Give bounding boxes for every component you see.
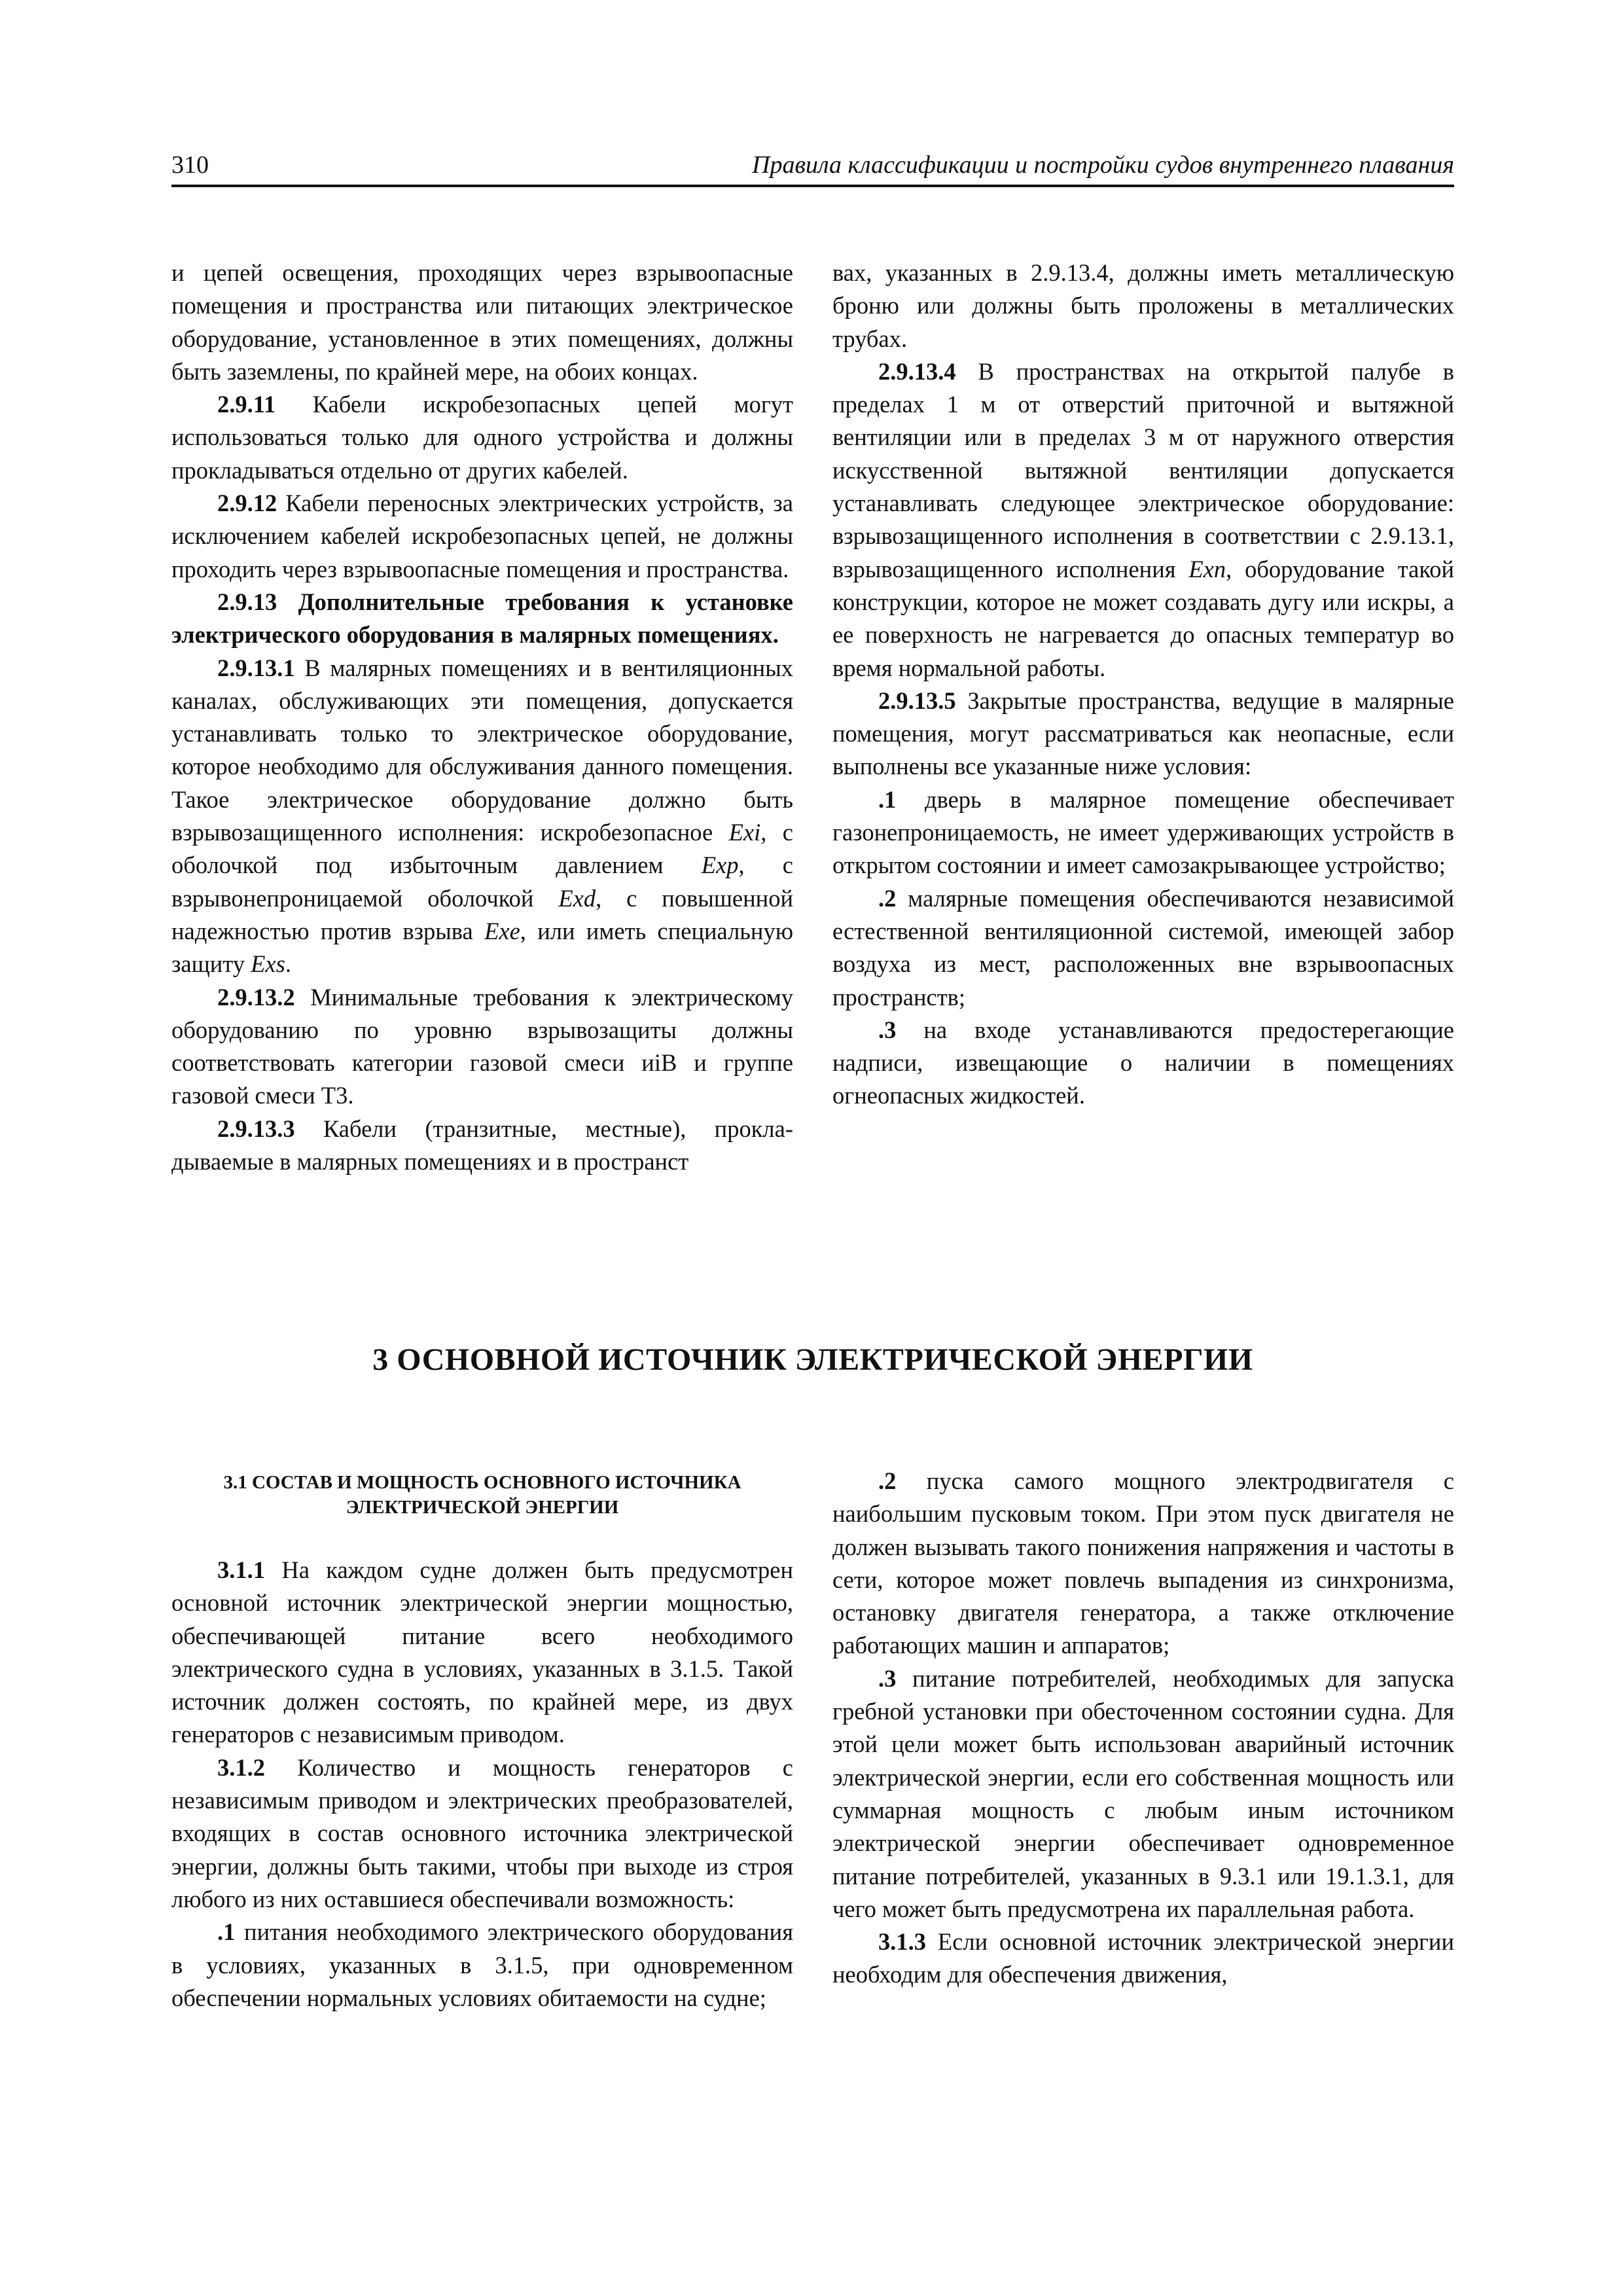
paragraph <box>171 981 793 1113</box>
clause-number: 2.9.13.4 <box>878 357 956 385</box>
text-run: питания необходимого электрического оборудования в условиях, указанных в 3.1.5, при одновременном обеспечении нормальных условиях обитаемости на судне; <box>171 1918 793 2011</box>
paragraph <box>832 685 1454 783</box>
italic-term: Exi <box>728 819 761 846</box>
paragraph <box>171 1916 793 2015</box>
clause-number: 2.9.13.5 <box>878 687 956 714</box>
italic-term: Exd <box>558 884 596 912</box>
text-run: , с взрывонепроницаемой оболочкой <box>171 852 793 912</box>
lower-left-column <box>171 1554 793 2015</box>
clause-number: .3 <box>878 1664 897 1692</box>
paragraph <box>171 487 793 586</box>
text-run: вах, указанных в 2.9.13.4, должны иметь металлическую броню или должны быть проложены в металлических трубах. <box>832 259 1454 352</box>
text-run: , или иметь специальную защиту <box>171 917 793 978</box>
paragraph <box>832 1662 1454 1926</box>
text-run: дверь в малярное помещение обеспечивает газонепроницаемость, не имеет удерживающих устройств в открытом состоянии и имеет самозакрывающее устройство; <box>832 785 1454 879</box>
clause-number: 3.1.2 <box>217 1753 265 1781</box>
clause-number: 3.1.1 <box>217 1556 265 1583</box>
text-run: , с оболочкой под избыточным давлением <box>171 819 793 879</box>
upper-left-column <box>171 257 793 1178</box>
paragraph <box>171 586 793 652</box>
clause-number: 2.9.11 <box>217 391 276 418</box>
clause-number: .3 <box>878 1016 897 1043</box>
clause-number: 2.9.13.1 <box>217 654 295 681</box>
page-number: 310 <box>171 151 209 179</box>
text-run: Закрытые пространства, ведущие в малярные помещения, могут рассматриваться как неопасные, если выполнены все указанные ниже условия: <box>832 687 1454 780</box>
text-run: на входе устанавливаются предостерегающие надписи, извещающие о наличии в помещениях огнеопасных жидкостей. <box>832 1016 1454 1109</box>
text-run: , оборудование такой конструкции, которое не может создавать дугу или искры, а ее поверхность не нагревается до опасных температур во время нормальной работы. <box>832 555 1454 681</box>
text-run: Если основной источник электрической энергии необходим для обеспечения движения, <box>832 1928 1454 1988</box>
chapter-title: 3 ОСНОВНОЙ ИСТОЧНИК ЭЛЕКТРИЧЕСКОЙ ЭНЕРГИИ <box>372 1342 1253 1377</box>
upper-right-column <box>832 257 1454 1113</box>
running-header <box>171 148 1454 187</box>
paragraph <box>171 388 793 487</box>
paragraph <box>832 1014 1454 1113</box>
text-run: В пространствах на открытой палубе в пределах 1 м от отверстий приточной и вытяжной вентиляции или в пределах 3 м от наружного отверстия искусственной вытяжной вентиляции допускается устанавливать следующее электрическое оборудование: взрывозащищенного исполнения в соответствии с 2.9.13.1, взрывозащищенного исполнения <box>832 357 1454 583</box>
text-run: , с повышенной надежностью против взрыва <box>171 884 793 944</box>
text-run: Кабели переносных электрических устройств, за исключением кабелей искробезопасных цепей, не должны проходить через взрывоопасные помещения и пространства. <box>171 490 793 583</box>
text-run: и цепей освещения, проходящих через взрывоопасные помещения и пространства или питающих электрическое оборудование, установленное в этих помещениях, должны быть заземлены, по крайней мере, на обоих концах. <box>171 259 793 385</box>
clause-number: 2.9.13.3 <box>217 1115 295 1142</box>
italic-term: Exs <box>251 950 285 978</box>
paragraph <box>171 1751 793 1916</box>
text-run: Минимальные требования к электрическому оборудованию по уровню взрывозащиты должны соответствовать категории газовой смеси иiB и группе газовой смеси Т3. <box>171 983 793 1109</box>
section-title-line-1: 3.1 СОСТАВ И МОЩНОСТЬ ОСНОВНОГО ИСТОЧНИКА <box>223 1472 741 1493</box>
text-run: На каждом судне должен быть предусмотрен основной источник электрической энергии мощностью, обеспечивающей питание всего необходимого электрического судна в условиях, указанных в 3.1.5. Такой источник должен состоять, по крайней мере, из двух генераторов с независимым приводом. <box>171 1556 793 1748</box>
clause-number: .1 <box>878 785 897 813</box>
italic-term: Exn <box>1188 555 1226 583</box>
paragraph <box>832 882 1454 1014</box>
lower-right-column <box>832 1465 1454 1992</box>
running-title: Правила классификации и постройки судов внутреннего плавания <box>752 151 1454 179</box>
clause-number: 2.9.13 Дополнительные требования к установке электрического оборудования в малярных помещениях. <box>171 588 793 649</box>
paragraph <box>832 257 1454 355</box>
clause-number: 2.9.13.2 <box>217 983 295 1011</box>
section-title <box>171 1470 793 1520</box>
text-run: Количество и мощность генераторов с независимым приводом и электрических преобразователей, входящих в состав основного источника электрической энергии, должны быть такими, чтобы при выходе из строя любого из них оставшиеся обеспечивали возможность: <box>171 1753 793 1912</box>
text-run: . <box>285 950 291 978</box>
clause-number: .1 <box>217 1918 236 1946</box>
text-run: Кабели искробезопасных цепей могут использоваться только для одного устройства и должны прокладываться отдельно от других кабелей. <box>171 391 793 484</box>
clause-number: .2 <box>878 884 897 912</box>
paragraph <box>171 1113 793 1179</box>
section-title-line-2: ЭЛЕКТРИЧЕСКОЙ ЭНЕРГИИ <box>346 1497 619 1518</box>
text-run: питание потребителей, необходимых для запуска гребной установки при обесточенном состоянии судна. Для этой цели может быть использован аварийный источник электрической энергии, если его собственная мощность или суммарная мощность с любым иным источником электрической энергии обеспечивает одновременное питание потребителей, указанных в 9.3.1 или 19.1.3.1, для чего может быть предусмотрена их параллельная работа. <box>832 1664 1454 1922</box>
paragraph <box>832 1465 1454 1662</box>
paragraph <box>832 355 1454 685</box>
clause-number: .2 <box>878 1467 897 1494</box>
clause-number: 3.1.3 <box>878 1928 926 1956</box>
paragraph <box>171 652 793 981</box>
text-run: пуска самого мощного электродвигателя с наибольшим пусковым током. При этом пуск двигателя не должен вызывать такого понижения напряжения и частоты в сети, которое может повлечь выпадения из синхронизма, остановку двигателя генератора, а также отключение работающих машин и аппаратов; <box>832 1467 1454 1659</box>
italic-term: Exe <box>484 917 520 944</box>
text-run: Кабели (транзитные, местные), прокладываемые в малярных помещениях и в пространст <box>171 1115 793 1175</box>
paragraph <box>171 257 793 388</box>
text-run: малярные помещения обеспечиваются независимой естественной вентиляционной системой, имеющей забор воздуха из мест, расположенных вне взрывоопасных пространств; <box>832 884 1454 1011</box>
paragraph <box>832 783 1454 882</box>
text-run: В малярных помещениях и в вентиляционных каналах, обслуживающих эти помещения, допускается устанавливать только то электрическое оборудование, которое необходимо для обслуживания данного помещения. Такое электрическое оборудование должно быть взрывозащищенного исполнения: искробезопасное <box>171 654 793 846</box>
paragraph <box>171 1554 793 1751</box>
italic-term: Exp <box>701 852 739 879</box>
paragraph <box>832 1926 1454 1992</box>
clause-number: 2.9.12 <box>217 490 277 517</box>
